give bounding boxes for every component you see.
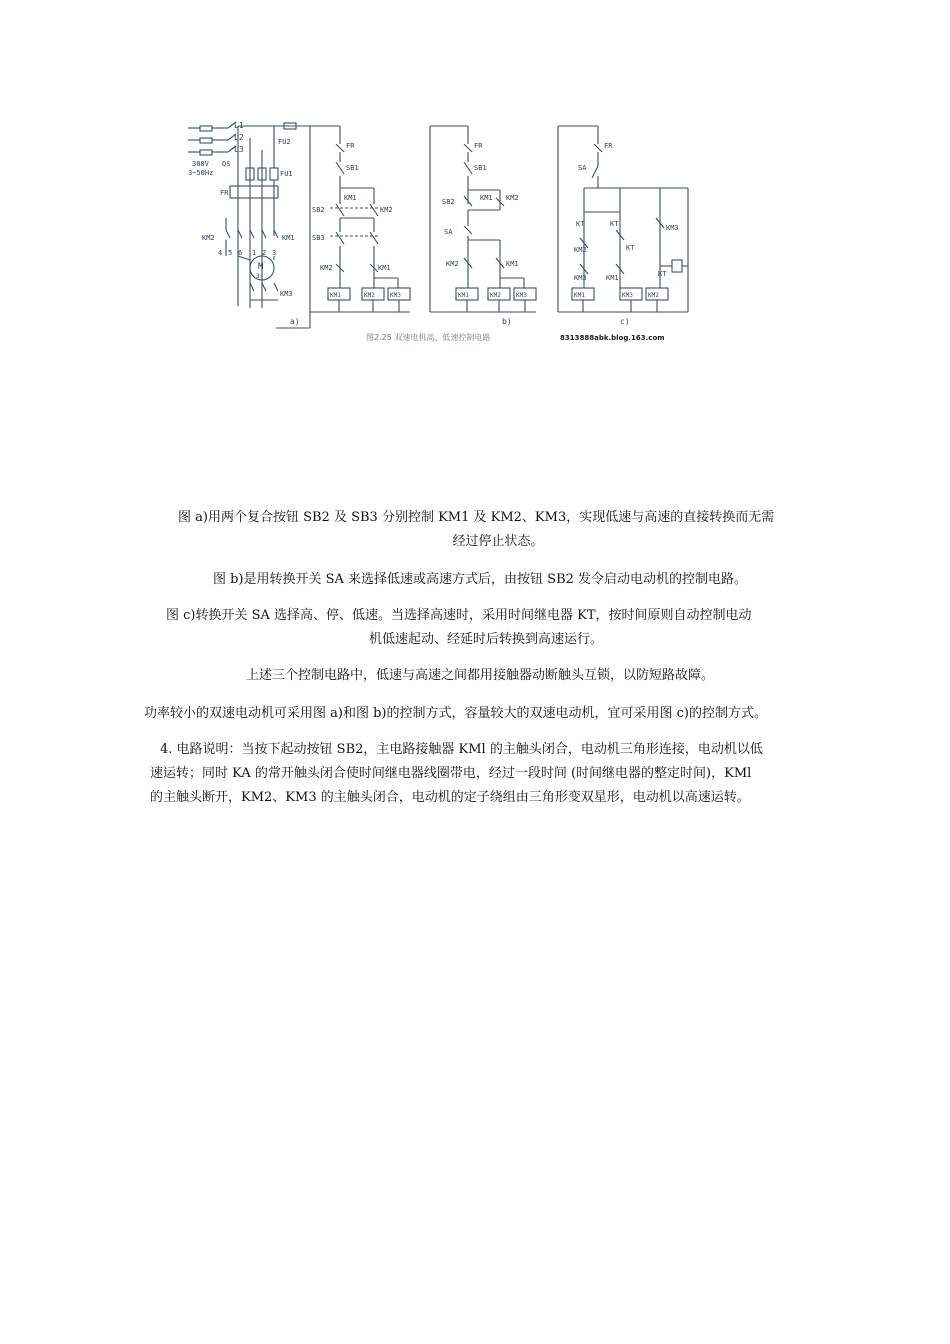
coil-km3-b: KM3 [516, 292, 527, 299]
label-km3-c-2: KM3 [574, 274, 587, 282]
label-sa-c: SA [578, 164, 587, 172]
coil-km3-a: KM3 [390, 292, 401, 299]
label-fu1: FU1 [280, 170, 293, 178]
panel-label-a: a) [290, 317, 300, 326]
coil-km2-b: KM2 [490, 292, 501, 299]
label-terminal-5: 5 [228, 249, 233, 257]
label-km1-interlock-a: KM1 [378, 264, 391, 272]
label-fr-b: FR [474, 142, 483, 150]
label-supply-frequency: 3~50Hz [188, 169, 214, 177]
label-km3-c: KM3 [666, 224, 679, 232]
label-sb2-a: SB2 [312, 206, 325, 214]
label-km1-ctrl-a: KM1 [344, 194, 357, 202]
paragraph-a-line1: 图 a)用两个复合按钮 SB2 及 SB3 分别控制 KM1 及 KM2、KM3，实现低速与高速的直接转换而无需 [178, 510, 775, 525]
label-terminal-2: 2 [262, 249, 267, 257]
label-fr-c: FR [604, 142, 613, 150]
label-fr-a: FR [220, 189, 229, 197]
label-km3-main: KM3 [280, 290, 293, 298]
coil-km2-c: KM2 [648, 292, 659, 299]
label-motor: M [258, 262, 264, 272]
label-sb1-b: SB1 [474, 164, 487, 172]
label-km2-interlock-a: KM2 [320, 264, 333, 272]
label-supply-voltage: 380V [192, 160, 209, 168]
label-motor-phase: 3~ [256, 273, 264, 280]
label-kt-c-1: KT [576, 220, 585, 228]
label-terminal-4: 4 [218, 249, 223, 257]
label-fr-a-ctrl: FR [346, 142, 355, 150]
coil-km3-c: KM3 [622, 292, 633, 299]
label-sb1-a: SB1 [346, 164, 359, 172]
label-sb2-b: SB2 [442, 198, 455, 206]
label-phase-l3: L3 [234, 145, 244, 154]
figure-caption: 图2.25 双速电机高、低速控制电路 [366, 333, 491, 342]
label-fu2: FU2 [278, 138, 291, 146]
label-phase-l1: L1 [234, 121, 244, 130]
coil-km2-a: KM2 [364, 292, 375, 299]
paragraph-usage: 功率较小的双速电动机可采用图 a)和图 b)的控制方式，容量较大的双速电动机，宜可采用图 c)的控制方式。 [144, 706, 767, 721]
label-terminal-6: 6 [238, 249, 243, 257]
label-sa-b: SA [444, 228, 453, 236]
label-km2-c: KM2 [574, 246, 587, 254]
paragraph-interlock: 上述三个控制电路中，低速与高速之间都用接触器动断触头互锁，以防短路故障。 [245, 668, 714, 683]
label-km1-interlock-b: KM1 [506, 260, 519, 268]
label-km2-main: KM2 [202, 234, 215, 242]
circuit-diagram-figure [180, 118, 700, 350]
watermark: 8313888abk.blog.163.com [560, 334, 665, 342]
coil-km1-c: KM1 [574, 292, 585, 299]
paragraph-c-line1: 图 c)转换开关 SA 选择高、停、低速。当选择高速时，采用时间继电器 KT，按时间原则自动控制电动 [166, 608, 752, 623]
paragraph-4-line2: 速运转；同时 KA 的常开触头闭合使时间继电器线圈带电，经过一段时间 (时间继电器的整定时间)，KMl [150, 766, 752, 781]
label-qs: QS [222, 160, 231, 168]
paragraph-4-line3: 的主触头断开，KM2、KM3 的主触头闭合，电动机的定子绕组由三角形变双星形，电动机以高速运转。 [150, 790, 750, 805]
label-km1-b: KM1 [480, 194, 493, 202]
paragraph-4-line1: 4. 电路说明：当按下起动按钮 SB2，主电路接触器 KMl 的主触头闭合，电动机三角形连接，电动机以低 [160, 742, 763, 757]
label-km1-c: KM1 [606, 274, 619, 282]
panel-label-b: b) [502, 317, 512, 326]
label-km1-main: KM1 [282, 234, 295, 242]
panel-label-c: c) [620, 317, 630, 326]
coil-km1-b: KM1 [458, 292, 469, 299]
label-km2-b: KM2 [506, 194, 519, 202]
label-kt-c-2: KT [610, 220, 619, 228]
paragraph-c-line2: 机低速起动、经延时后转换到高速运行。 [368, 632, 603, 647]
coil-km1-a: KM1 [330, 292, 341, 299]
label-phase-l2: L2 [234, 133, 244, 142]
label-kt-c-3: KT [626, 244, 635, 252]
label-sb3-a: SB3 [312, 234, 325, 242]
paragraph-a-line2: 经过停止状态。 [452, 534, 544, 549]
label-km2-ctrl-a: KM2 [380, 206, 393, 214]
label-kt-coil-c: KT [658, 270, 667, 278]
label-km2-interlock-b: KM2 [446, 260, 459, 268]
label-terminal-3: 3 [272, 249, 277, 257]
label-terminal-1: 1 [252, 249, 257, 257]
paragraph-b: 图 b)是用转换开关 SA 来选择低速或高速方式后，由按钮 SB2 发令启动电动机的控制电路。 [212, 572, 748, 587]
